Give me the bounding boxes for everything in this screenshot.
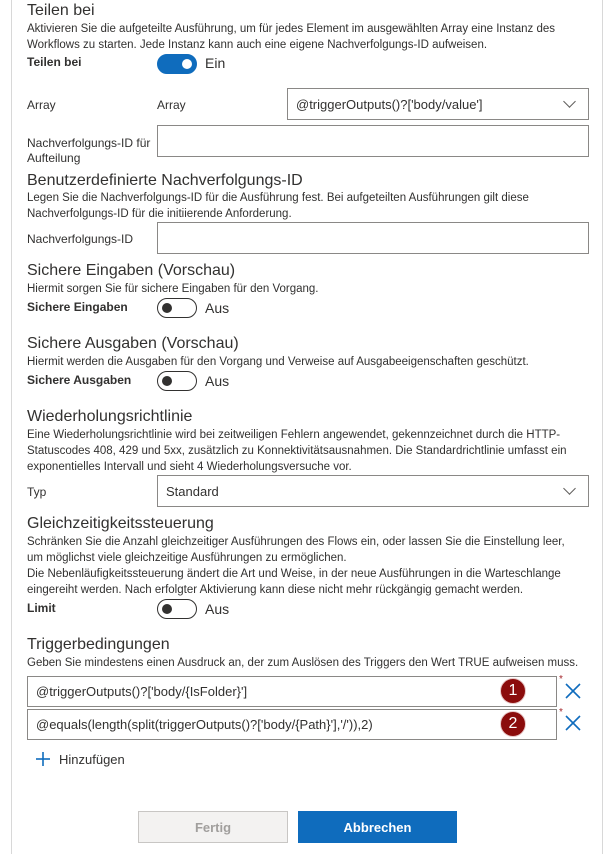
panel-left-border [0,0,12,854]
close-icon[interactable] [564,714,582,732]
array-dropdown[interactable] [287,88,589,120]
array-sublabel: Array [157,98,186,112]
chevron-down-icon [563,95,576,108]
trigger-conditions-heading: Triggerbedingungen [27,636,170,653]
custom-tracking-description: Legen Sie die Nachverfolgungs-ID für die Ausführung fest. Bei aufgeteilten Ausführungen gilt diese Nachverfolgungs-ID für die initiierende Anforderung. [27,192,529,220]
cancel-button[interactable]: Abbrechen [298,811,457,843]
concurrency-toggle-state: Aus [205,601,230,617]
tracking-id-split-input[interactable] [157,125,589,157]
concurrency-description-2: Die Nebenläufigkeitssteuerung ändert die Art und Weise, in der neue Ausführungen in die Warteschlange eingereiht werden. Nach erfolgter Aktivierung kann diese nicht mehr rückgängig gemacht werden. [27,568,561,596]
add-condition-label: Hinzufügen [59,751,125,767]
retry-policy-description: Eine Wiederholungsrichtlinie wird bei zeitweiligen Fehlern angewendet, gekennzeichnet durch die HTTP-Statuscodes 408, 429 und 5xx, zusätzlich zu Konnektivitätsausnahmen. Die Standardrichtlinie umfasst ein exponentielles Intervall und sieht 4 Wiederholungsversuche vor. [27,429,567,473]
secure-inputs-description: Hiermit sorgen Sie für sichere Eingaben für den Vorgang. [27,283,319,295]
retry-type-dropdown[interactable] [157,475,589,507]
custom-tracking-heading: Benutzerdefinierte Nachverfolgungs-ID [27,172,303,189]
secure-inputs-heading: Sichere Eingaben (Vorschau) [27,262,236,279]
chevron-down-icon [563,482,576,495]
split-on-toggle-label: Teilen bei [27,55,82,69]
split-on-description: Aktivieren Sie die aufgeteilte Ausführung, um für jedes Element im ausgewählten Array eine Instanz des Workflows zu starten. Jede Instanz kann auch eine eigene Nachverfolgungs-ID aufweisen. [27,23,556,51]
tracking-id-input[interactable] [157,222,589,254]
concurrency-limit-toggle[interactable] [157,599,197,619]
trigger-condition-input[interactable] [27,676,557,707]
trigger-condition-input[interactable] [27,709,557,740]
required-marker: * [559,674,563,685]
annotation-badge: 1 [500,678,526,704]
secure-outputs-heading: Sichere Ausgaben (Vorschau) [27,335,239,352]
secure-inputs-toggle-label: Sichere Eingaben [27,300,128,314]
plus-icon [35,751,51,767]
panel-right-border [602,0,608,854]
secure-outputs-toggle-label: Sichere Ausgaben [27,373,132,387]
annotation-badge: 2 [500,711,526,737]
secure-inputs-toggle[interactable] [157,298,197,318]
concurrency-heading: Gleichzeitigkeitssteuerung [27,515,214,532]
secure-outputs-toggle[interactable] [157,371,197,391]
secure-inputs-toggle-state: Aus [205,300,230,316]
retry-type-label: Typ [27,485,47,499]
split-on-heading: Teilen bei [27,2,95,19]
required-marker: * [559,707,563,718]
tracking-id-split-label: Nachverfolgungs-ID für Aufteilung [27,136,151,165]
split-on-toggle-state: Ein [205,55,226,71]
concurrency-description-1: Schränken Sie die Anzahl gleichzeitiger Ausführungen des Flows ein, oder lassen Sie die Einstellung leer, um möglichst viele gleichzeitige Ausführungen zu ermöglichen. [27,536,565,564]
trigger-condition-value: @triggerOutputs()?['body/{IsFolder}'] [36,684,248,699]
add-condition-button[interactable] [35,749,125,769]
close-icon[interactable] [564,682,582,700]
array-label: Array [27,98,56,112]
retry-policy-heading: Wiederholungsrichtlinie [27,408,193,425]
retry-type-value: Standard [166,483,219,499]
concurrency-toggle-label: Limit [27,601,56,615]
secure-outputs-toggle-state: Aus [205,373,230,389]
tracking-id-label: Nachverfolgungs-ID [27,232,134,246]
split-on-toggle[interactable] [157,54,197,74]
array-dropdown-value: @triggerOutputs()?['body/value'] [296,96,483,112]
trigger-conditions-description: Geben Sie mindestens einen Ausdruck an, der zum Auslösen des Triggers den Wert TRUE aufweisen muss. [27,657,579,669]
secure-outputs-description: Hiermit werden die Ausgaben für den Vorgang und Verweise auf Ausgabeeigenschaften geschützt. [27,356,529,368]
done-button[interactable]: Fertig [138,811,288,843]
trigger-condition-value: @equals(length(split(triggerOutputs()?['body/{Path}'],'/')),2) [36,717,373,732]
